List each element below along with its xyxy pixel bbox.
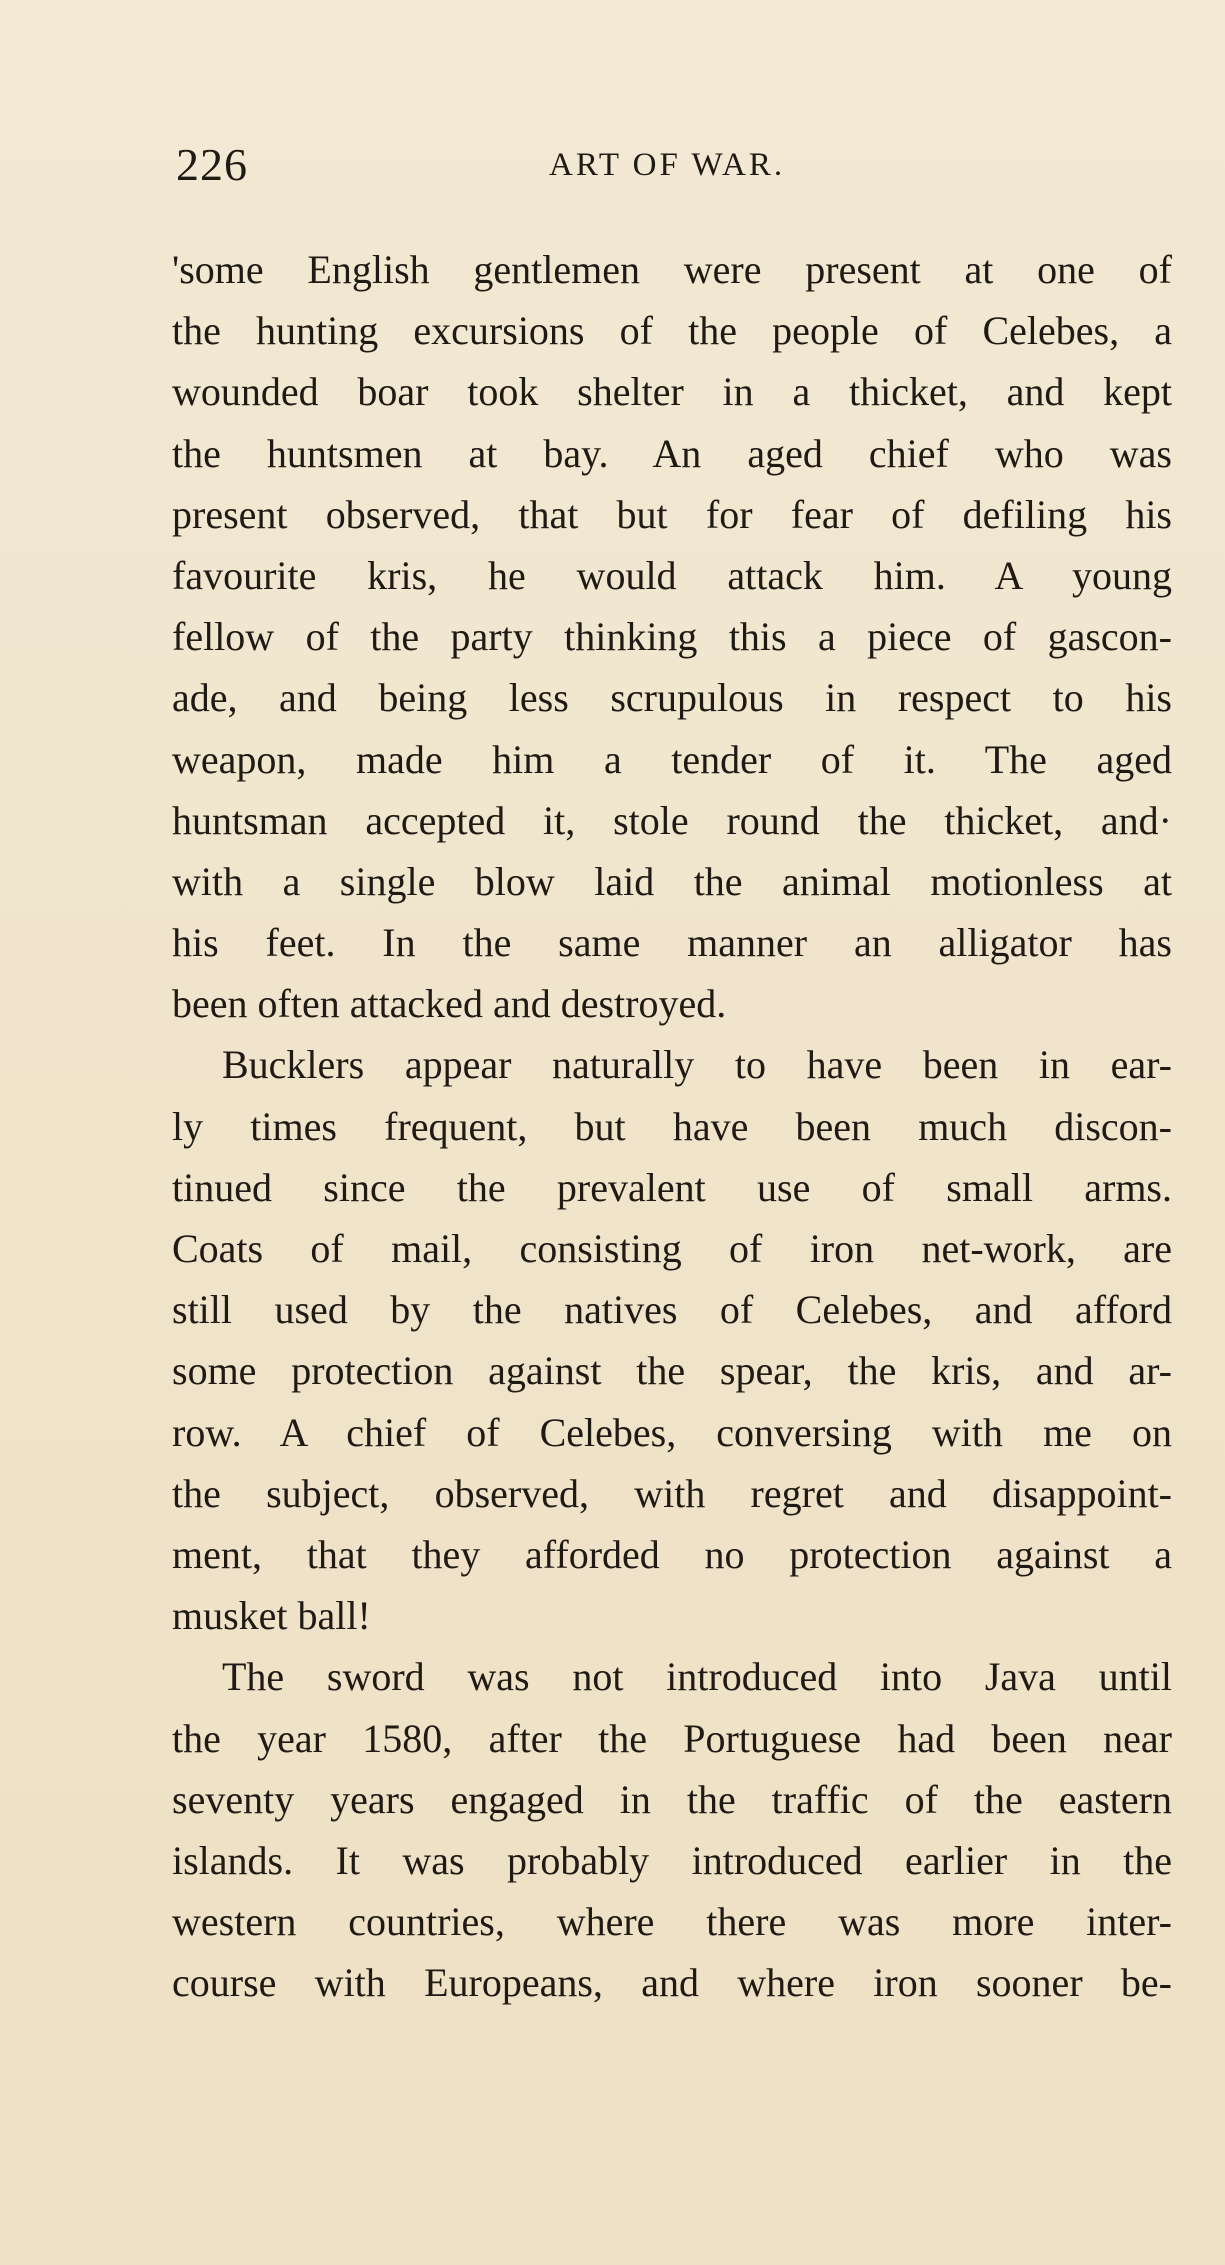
text-line: 'some English gentlemen were present at one of bbox=[172, 247, 1172, 292]
text-line: ly times frequent, but have been much discon- bbox=[172, 1103, 1172, 1149]
text-line: the huntsmen at bay. An aged chief who was bbox=[172, 430, 1172, 476]
text-line: Bucklers appear naturally to have been in ear- bbox=[222, 1042, 1172, 1088]
body-text bbox=[172, 239, 1172, 2013]
running-head bbox=[176, 138, 1176, 198]
text-line: wounded boar took shelter in a thicket, and kept bbox=[172, 369, 1172, 415]
text-line: his feet. In the same manner an alligator has bbox=[172, 920, 1172, 966]
text-line: the year 1580, after the Portuguese had been near bbox=[172, 1715, 1172, 1761]
text-line: the subject, observed, with regret and disappoint- bbox=[172, 1470, 1172, 1516]
running-title: ART OF WAR. bbox=[549, 147, 786, 183]
text-line: weapon, made him a tender of it. The aged bbox=[172, 736, 1172, 782]
text-line: present observed, that but for fear of defiling his bbox=[172, 491, 1172, 537]
text-line: Coats of mail, consisting of iron net-work, are bbox=[172, 1226, 1172, 1271]
page-number: 226 bbox=[176, 139, 248, 190]
text-line: The sword was not introduced into Java until bbox=[222, 1654, 1172, 1700]
text-line: some protection against the spear, the kris, and ar- bbox=[172, 1348, 1172, 1394]
text-line: still used by the natives of Celebes, and afford bbox=[172, 1287, 1172, 1333]
text-line: musket ball! bbox=[172, 1593, 371, 1639]
text-line: favourite kris, he would attack him. A young bbox=[172, 552, 1172, 598]
text-line: seventy years engaged in the traffic of the eastern bbox=[172, 1776, 1172, 1822]
text-line: fellow of the party thinking this a piece of gascon- bbox=[172, 614, 1172, 660]
text-line: tinued since the prevalent use of small arms. bbox=[172, 1164, 1172, 1210]
text-line: islands. It was probably introduced earlier in the bbox=[172, 1837, 1172, 1883]
text-line: been often attacked and destroyed. bbox=[172, 981, 727, 1027]
text-line: ment, that they afforded no protection against a bbox=[172, 1531, 1172, 1577]
text-line: course with Europeans, and where iron sooner be- bbox=[172, 1960, 1172, 2006]
text-line: row. A chief of Celebes, conversing with me on bbox=[172, 1409, 1172, 1455]
text-line: western countries, where there was more inter- bbox=[172, 1899, 1172, 1945]
text-line: with a single blow laid the animal motionless at bbox=[172, 858, 1172, 904]
text-line: huntsman accepted it, stole round the thicket, and· bbox=[172, 797, 1172, 843]
text-line: the hunting excursions of the people of Celebes, a bbox=[172, 308, 1172, 354]
text-line: ade, and being less scrupulous in respect to his bbox=[172, 675, 1172, 721]
